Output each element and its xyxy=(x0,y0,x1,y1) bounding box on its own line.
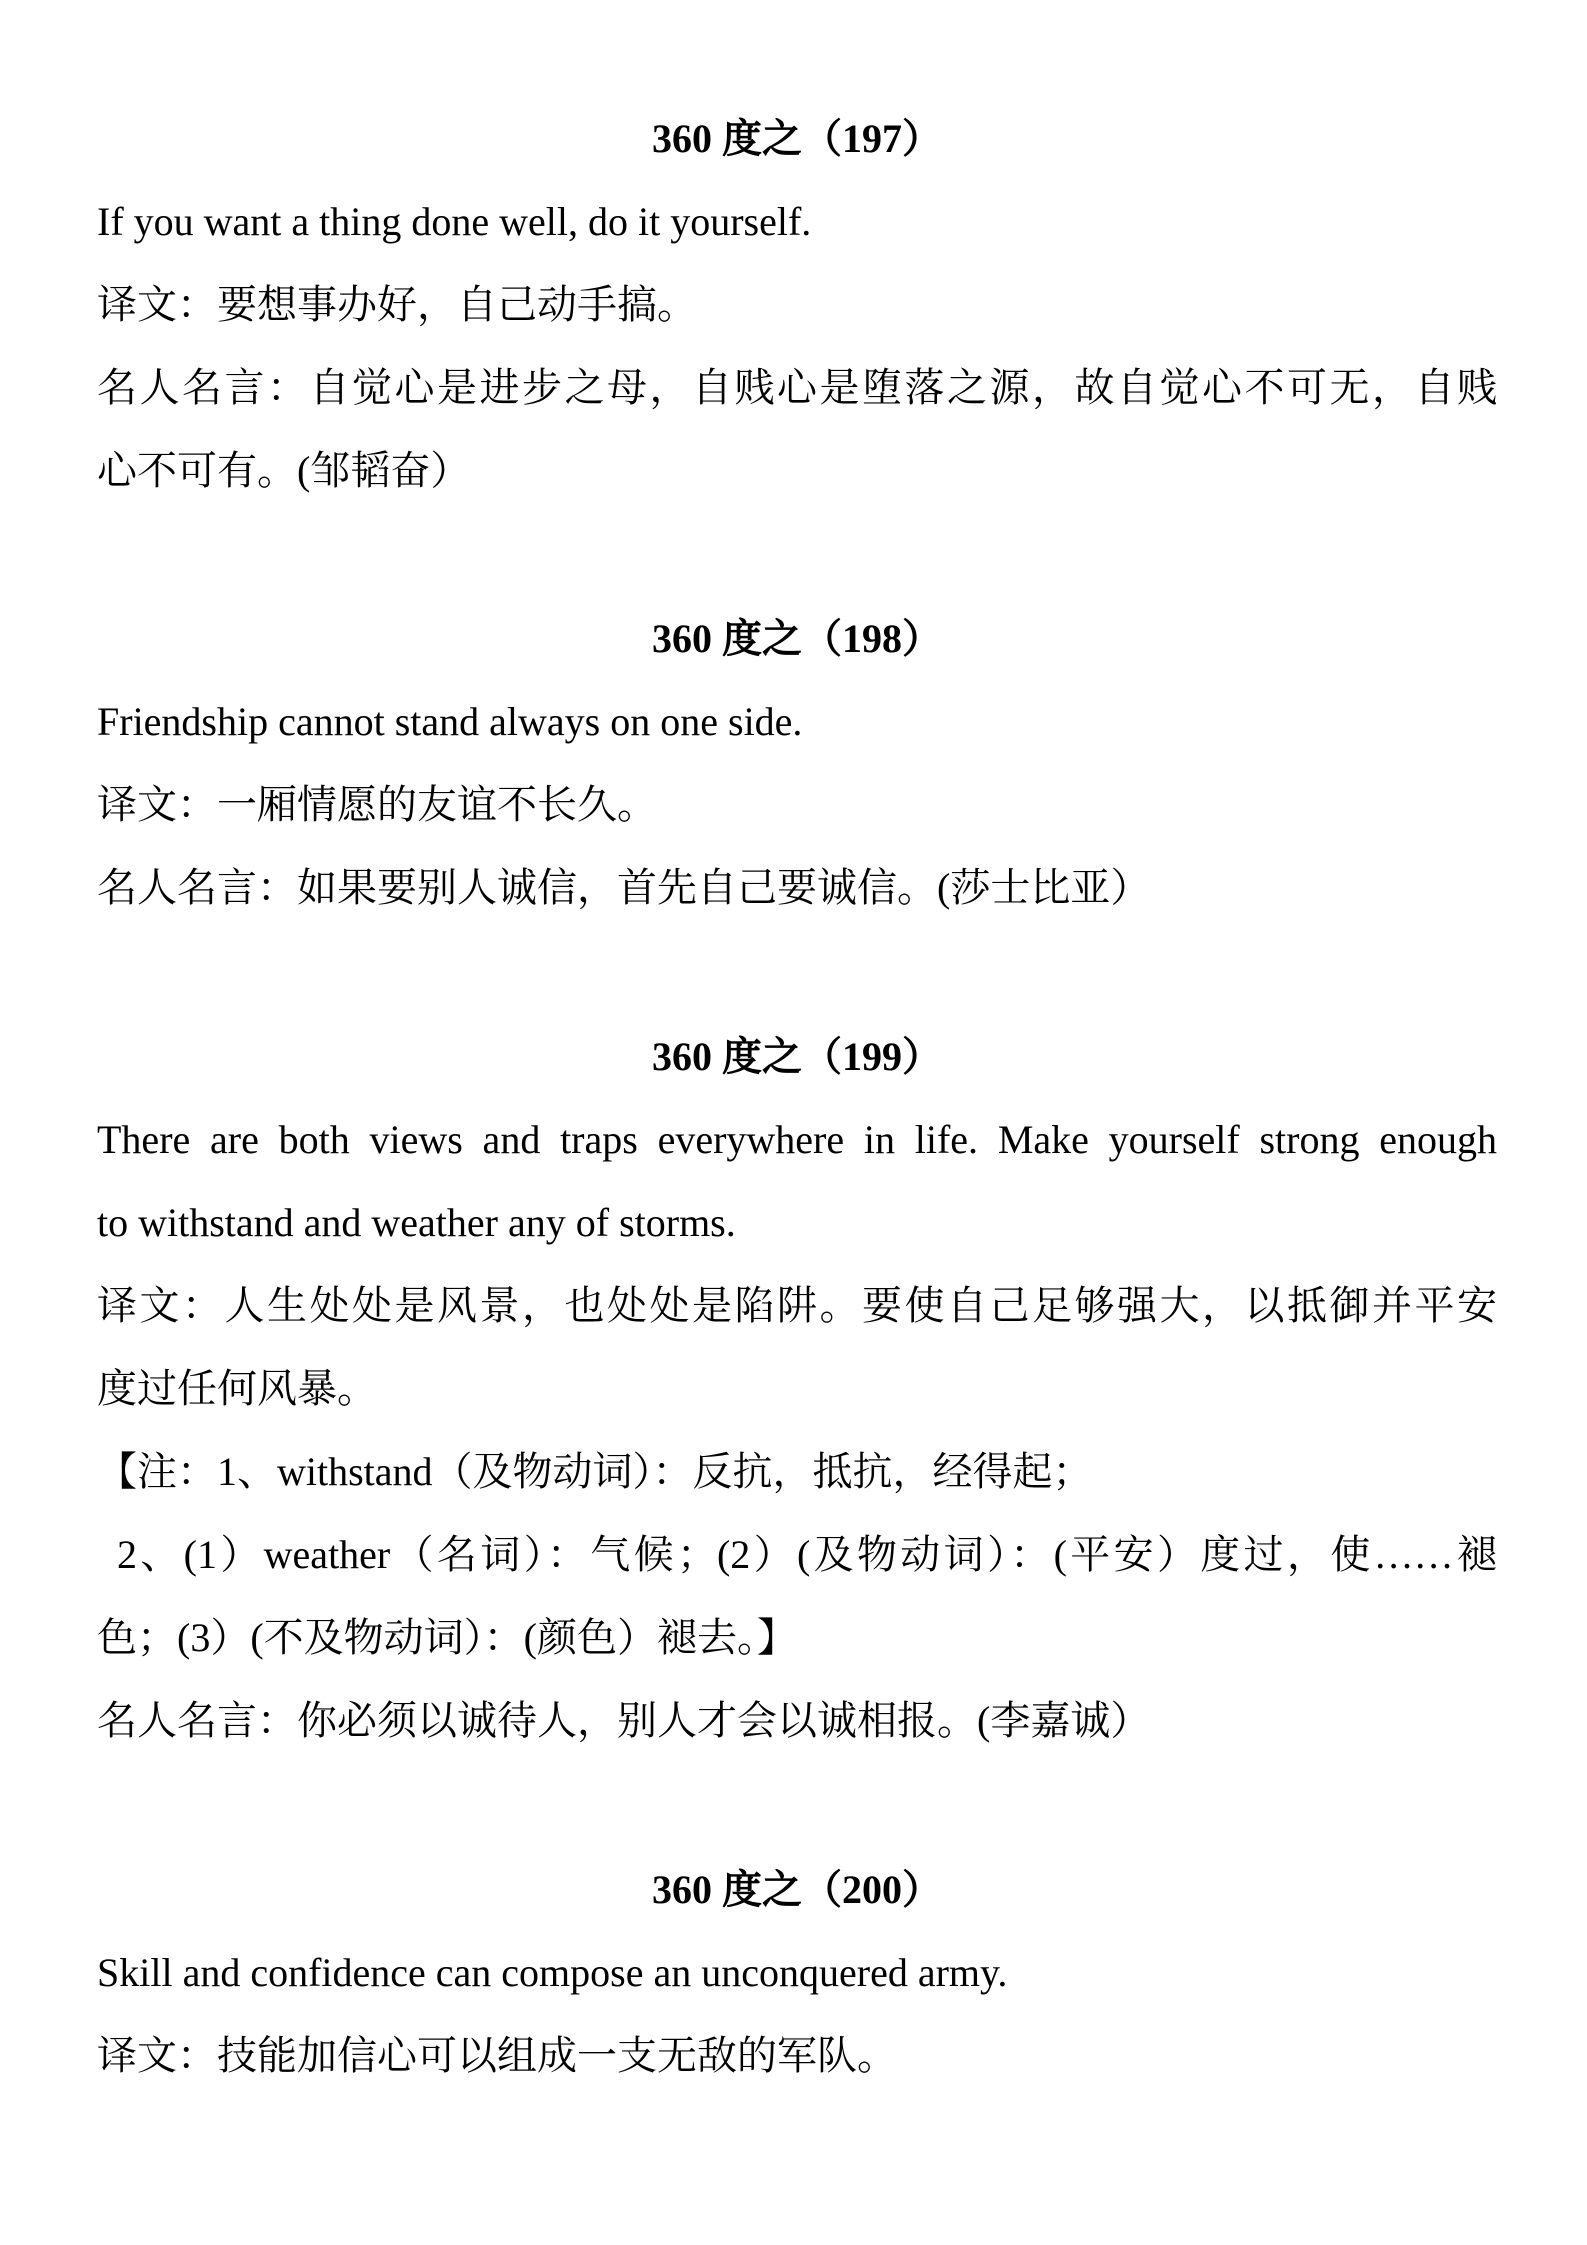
translation-199-line2: 度过任何风暴。 xyxy=(97,1366,377,1411)
vocab-note-199-line1: 【注：1、withstand（及物动词）：反抗，抵抗，经得起； xyxy=(97,1449,1093,1494)
english-sentence-200: Skill and confidence can compose an unconquered army. xyxy=(97,1950,1008,1995)
section-title-197: 360 度之（197） xyxy=(652,116,942,161)
english-sentence-199-line1: There are both views and traps everywhere in life. Make yourself strong enough xyxy=(97,1117,1497,1162)
section-title-200: 360 度之（200） xyxy=(652,1867,942,1912)
english-sentence-198: Friendship cannot stand always on one side. xyxy=(97,699,803,744)
vocab-note-199-line2: 2、(1）weather（名词）：气候；(2）(及物动词）：(平安）度过，使……褪 xyxy=(117,1532,1497,1577)
vocab-note-199-line3: 色；(3）(不及物动词）：(颜色）褪去。】 xyxy=(97,1615,797,1660)
translation-199-line1: 译文：人生处处是风景，也处处是陷阱。要使自己足够强大，以抵御并平安 xyxy=(97,1283,1497,1328)
famous-quote-197-line1: 名人名言：自觉心是进步之母，自贱心是堕落之源，故自觉心不可无，自贱 xyxy=(97,365,1497,410)
translation-197: 译文：要想事办好，自己动手搞。 xyxy=(97,282,697,327)
section-title-199: 360 度之（199） xyxy=(652,1034,942,1079)
famous-quote-199: 名人名言：你必须以诚待人，别人才会以诚相报。(李嘉诚） xyxy=(97,1698,1151,1743)
translation-198: 译文：一厢情愿的友谊不长久。 xyxy=(97,782,657,827)
english-sentence-199-line2: to withstand and weather any of storms. xyxy=(97,1200,736,1245)
famous-quote-197-line2: 心不可有。(邹韬奋） xyxy=(97,448,471,493)
famous-quote-198: 名人名言：如果要别人诚信，首先自己要诚信。(莎士比亚） xyxy=(97,865,1151,910)
english-sentence-197: If you want a thing done well, do it yourself. xyxy=(97,199,812,244)
translation-200: 译文：技能加信心可以组成一支无敌的军队。 xyxy=(97,2033,897,2078)
section-title-198: 360 度之（198） xyxy=(652,616,942,661)
